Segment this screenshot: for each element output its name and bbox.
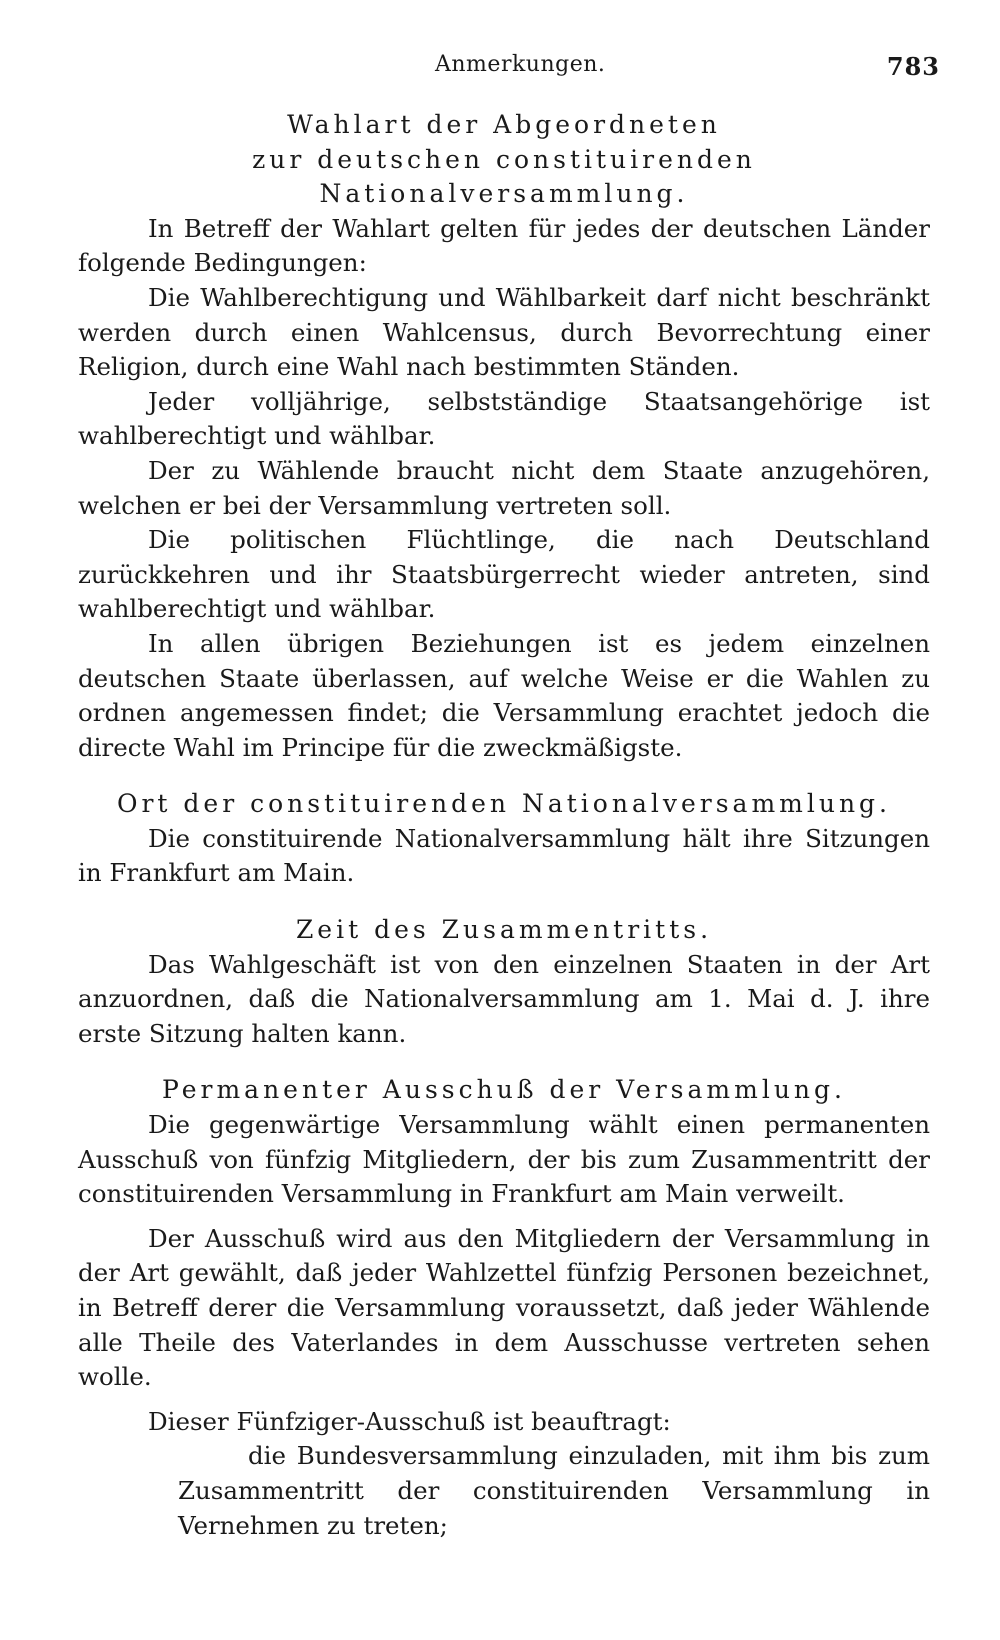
page-number: 783 [886, 52, 940, 81]
paragraph: Die gegenwärtige Versammlung wählt einen permanenten Ausschuß von fünfzig Mitgliedern, der bis zum Zusammentritt der constituirenden Versammlung in Frankfurt am Main verweilt. [78, 1110, 930, 1209]
paragraph: Das Wahlgeschäft ist von den einzelnen Staaten in der Art anzuordnen, daß die Nationalversammlung am 1. Mai d. J. ihre erste Sitzung halten kann. [78, 949, 930, 1048]
spacer [78, 1395, 930, 1405]
paragraph: In allen übrigen Beziehungen ist es jedem einzelnen deutschen Staate überlassen, auf welche Weise er die Wahlen zu ordnen angemessen findet; die Versammlung erachtet jedoch die directe Wahl im Principe für die zweckmäßigste. [78, 628, 930, 762]
paragraph: Die politischen Flüchtlinge, die nach Deutschland zurückkehren und ihr Staatsbürgerrecht wieder antreten, sind wahlberechtigt und wählbar. [78, 525, 930, 624]
section-heading-ausschuss: Permanenter Ausschuß der Versammlung. [162, 1075, 846, 1105]
section-heading-wahlart-line1: Wahlart der Abgeordneten [287, 110, 721, 139]
paragraph: Jeder volljährige, selbstständige Staatsangehörige ist wahlberechtigt und wählbar. [78, 386, 930, 451]
paragraph: Der Ausschuß wird aus den Mitgliedern der Versammlung in der Art gewählt, daß jeder Wahlzettel fünfzig Personen bezeichnet, in Betreff derer die Versammlung voraussetzt, daß jeder Wählende alle Theile des Vaterlandes in dem Ausschusse vertreten sehen wolle. [78, 1223, 930, 1392]
spacer [78, 1212, 930, 1222]
running-title: Anmerkungen. [435, 52, 606, 77]
page-body [78, 108, 930, 1543]
running-head [80, 52, 940, 86]
paragraph: In Betreff der Wahlart gelten für jedes der deutschen Länder folgende Bedingungen: [78, 213, 930, 278]
paragraph: Dieser Fünfziger-Ausschuß ist beauftragt: [148, 1406, 671, 1436]
paragraph: Der zu Wählende braucht nicht dem Staate anzugehören, welchen er bei der Versammlung vertreten soll. [78, 455, 930, 520]
section-heading-wahlart-line2: zur deutschen constituirenden Nationalversammlung. [252, 144, 756, 209]
paragraph: Die Wahlberechtigung und Wählbarkeit darf nicht beschränkt werden durch einen Wahlcensus, durch Bevorrechtung einer Religion, durch eine Wahl nach bestimmten Ständen. [78, 282, 930, 382]
indented-paragraph: die Bundesversammlung einzuladen, mit ihm bis zum Zusammentritt der constituirenden Versammlung in Vernehmen zu treten; [178, 1441, 930, 1540]
section-heading-zeit: Zeit des Zusammentritts. [295, 915, 713, 945]
paragraph: Die constituirende Nationalversammlung hält ihre Sitzungen in Frankfurt am Main. [78, 823, 930, 888]
section-heading-ort: Ort der constituirenden Nationalversammlung. [116, 789, 892, 819]
